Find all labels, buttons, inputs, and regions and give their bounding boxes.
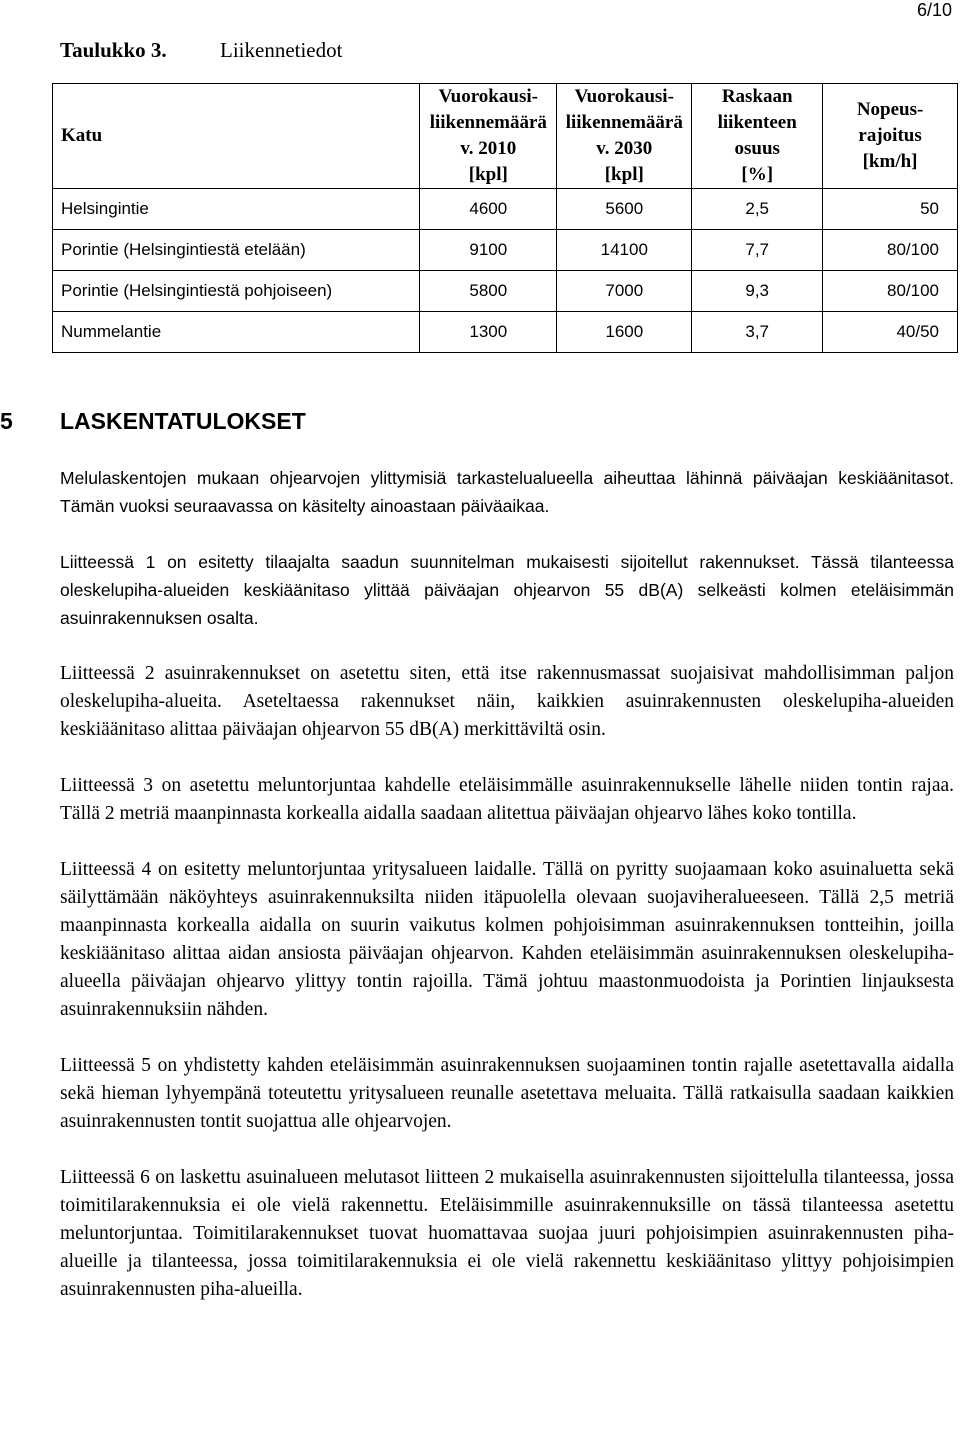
header-volume-2030 xyxy=(557,84,692,189)
header-heavy-share xyxy=(692,84,823,189)
header-line: [kpl] xyxy=(468,164,508,185)
paragraph-appendix-3: Liitteessä 3 on asetettu meluntorjuntaa kahdelle eteläisimmälle asuinrakennukselle lähelle niiden tontin rajaa. Tällä 2 metriä maanpinnasta korkealla aidalla saadaan alitettua päiväajan ohjearvo lähes koko tontilla. xyxy=(60,775,954,824)
cell-volume-2030: 14100 xyxy=(557,230,692,271)
header-street: Katu xyxy=(53,84,420,189)
cell-speed-limit: 80/100 xyxy=(823,271,958,312)
section-title: LASKENTATULOKSET xyxy=(60,408,306,434)
cell-volume-2010: 5800 xyxy=(420,271,557,312)
header-line: [kpl] xyxy=(604,164,644,185)
traffic-data-table xyxy=(52,83,958,353)
table-caption-number: Taulukko 3. xyxy=(60,38,167,62)
table-row xyxy=(53,230,958,271)
section-body xyxy=(60,464,954,1332)
cell-heavy-share: 2,5 xyxy=(692,189,823,230)
header-line: v. 2010 xyxy=(460,138,517,159)
paragraph-appendix-4: Liitteessä 4 on esitetty meluntorjuntaa yritysalueen laidalle. Tällä on pyritty suojaamaan koko asuinaluetta sekä säilyttämään näköyhteys asuinrakennuksilta niiden itäpuolella olevaan suojaviheralueeseen. Tällä 2,5 metriä maanpinnasta korkealla aidalla on suurin vaikutus kolmen pohjoisimman asuinrakennuksen tontteihin, joilla keskiäänitaso alittaa aidan ansiosta päiväajan ohjearvon. Kahden eteläisimmän asuinrakennuksen oleskelupiha-alueella päiväajan ohjearvo ylittyy tontin rajoilla. Tämä johtuu maastonmuodoista ja Porintien linjauksesta asuinrakennuksiin nähden. xyxy=(60,859,954,1020)
table-row xyxy=(53,189,958,230)
header-line: rajoitus xyxy=(858,125,922,146)
header-line: [%] xyxy=(741,164,774,185)
paragraph-appendix-6: Liitteessä 6 on laskettu asuinalueen melutasot liitteen 2 mukaisella asuinrakennusten sijoittelulla tilanteessa, jossa toimitilarakennuksia ei ole vielä rakennettu. Eteläisimmille asuinrakennuksille on tässä tilanteessa asetettu meluntorjuntaa. Toimitilarakennukset tuovat huomattavaa suojaa juuri pohjoisimpien asuinrakennusten piha-alueille ja tilanteessa, jossa toimitilarakennuksia ei ole vielä rakennettu keskiäänitaso ylittyy pohjoisimpien asuinrakennusten piha-alueilla. xyxy=(60,1167,954,1300)
cell-street: Porintie (Helsingintiestä etelään) xyxy=(53,230,420,271)
table-header-row xyxy=(53,84,958,189)
paragraph-appendix-5: Liitteessä 5 on yhdistetty kahden eteläisimmän asuinrakennuksen suojaaminen tontin rajalle asetettavalla aidalla sekä hieman lyhyempänä toteutettu yritysalueen reunalle asetettava meluaita. Tällä ratkaisulla saadaan kaikkien asuinrakennusten tontit suojattua alle ohjearvojen. xyxy=(60,1055,954,1132)
cell-volume-2010: 1300 xyxy=(420,312,557,353)
header-speed-limit xyxy=(823,84,958,189)
header-line: Vuorokausi- xyxy=(438,86,538,107)
table-row xyxy=(53,312,958,353)
cell-street: Porintie (Helsingintiestä pohjoiseen) xyxy=(53,271,420,312)
header-line: v. 2030 xyxy=(596,138,653,159)
header-line: Nopeus- xyxy=(856,99,924,120)
cell-speed-limit: 40/50 xyxy=(823,312,958,353)
paragraph-intro: Melulaskentojen mukaan ohjearvojen ylittymisiä tarkastelualueella aiheuttaa lähinnä päiväajan keskiäänitasot. Tämän vuoksi seuraavassa on käsitelty ainoastaan päiväaikaa. xyxy=(60,468,954,516)
header-line: liikennemäärä xyxy=(565,112,683,133)
page-number: 6/10 xyxy=(916,0,952,20)
cell-volume-2030: 1600 xyxy=(557,312,692,353)
header-line: liikenteen xyxy=(717,112,797,133)
cell-heavy-share: 9,3 xyxy=(692,271,823,312)
cell-heavy-share: 7,7 xyxy=(692,230,823,271)
cell-street: Helsingintie xyxy=(53,189,420,230)
cell-volume-2010: 9100 xyxy=(420,230,557,271)
header-line: Vuorokausi- xyxy=(574,86,674,107)
header-line: liikennemäärä xyxy=(429,112,547,133)
cell-speed-limit: 50 xyxy=(823,189,958,230)
header-line: Raskaan xyxy=(721,86,793,107)
header-line: osuus xyxy=(734,138,780,159)
cell-street: Nummelantie xyxy=(53,312,420,353)
paragraph-appendix-2: Liitteessä 2 asuinrakennukset on asetettu siten, että itse rakennusmassat suojaisivat mahdollisimman paljon oleskelupiha-alueita. Aseteltaessa rakennukset näin, kaikkien asuinrakennusten oleskelupiha-alueiden keskiäänitaso alittaa päiväajan ohjearvon 55 dB(A) merkittäviltä osin. xyxy=(60,663,954,740)
paragraph-appendix-1: Liitteessä 1 on esitetty tilaajalta saadun suunnitelman mukaisesti sijoitellut rakennukset. Tässä tilanteessa oleskelupiha-alueiden keskiäänitaso ylittää päiväajan ohjearvon 55 dB(A) selkeästi kolmen eteläisimmän asuinrakennuksen osalta. xyxy=(60,552,954,628)
cell-speed-limit: 80/100 xyxy=(823,230,958,271)
header-volume-2010 xyxy=(420,84,557,189)
cell-volume-2010: 4600 xyxy=(420,189,557,230)
table-caption xyxy=(60,38,342,63)
cell-volume-2030: 7000 xyxy=(557,271,692,312)
header-line: [km/h] xyxy=(862,151,918,172)
cell-heavy-share: 3,7 xyxy=(692,312,823,353)
table-caption-title: Liikennetiedot xyxy=(220,38,343,62)
table-row xyxy=(53,271,958,312)
section-number: 5 xyxy=(0,408,13,434)
cell-volume-2030: 5600 xyxy=(557,189,692,230)
